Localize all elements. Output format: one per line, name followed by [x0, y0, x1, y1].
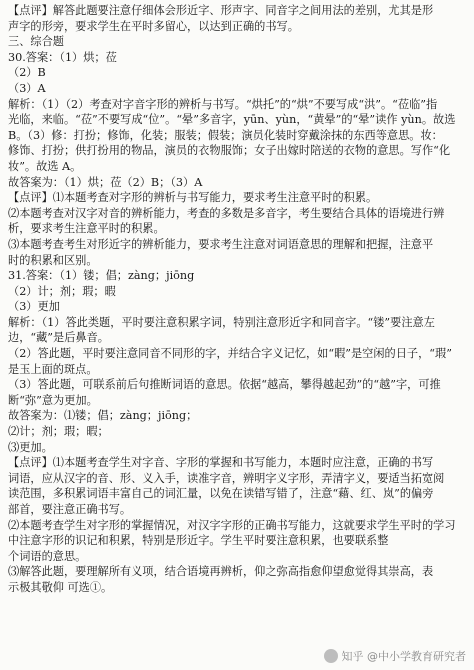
answer-text-body [8, 3, 466, 596]
text-line: （3）A [8, 81, 46, 95]
text-line: （3）更加 [8, 300, 60, 314]
text-line: 示极其敬仰 可选①。 [8, 580, 113, 594]
text-line: （2）答此题，平时要注意同音不同形的字，并结合字义记忆，如“暇”是空闲的日子，“瑕” [8, 347, 452, 361]
text-line: 断“弥”意为更加。 [8, 393, 98, 407]
text-line: 个词语的意思。 [8, 549, 87, 563]
text-line: 故答案为：（1）烘；莅（2）B；（3）A [8, 175, 203, 189]
text-line: 解析：（1）（2）考查对字音字形的辨析与书写。“烘托”的“烘”不要写成“洪”。“莅临”指 [8, 97, 438, 111]
text-line: 边，“藏”是后鼻音。 [8, 331, 109, 345]
text-line: （3）答此题，可联系前后句推断词语的意思。依据“越高，攀得越起劲”的“越”字，可推 [8, 378, 441, 392]
text-line: 声字的形旁，要求学生在平时多留心，以达到正确的书写。 [8, 19, 299, 33]
zhihu-logo-icon [324, 649, 338, 663]
text-line: ⑵本题考查对汉字对音的辨析能力，考查的多数是多音字，考生要结合具体的语境进行辨 [8, 206, 445, 220]
text-line: ⑵计；剂；瑕；暇； [8, 425, 109, 439]
text-line: ⑵本题考查学生对字形的掌握情况，对汉字字形的正确书写能力，这就要求学生平时的学习 [8, 518, 456, 532]
watermark [324, 648, 467, 664]
text-line: 【点评】解答此题要注意仔细体会形近字、形声字、同音字之间用法的差别，尤其是形 [8, 4, 434, 17]
text-line: 修饰、打扮；供打扮用的物品，演员的衣物服饰；女子出嫁时陪送的衣物的意思。写作“化 [8, 144, 451, 158]
text-line: 中注意字形的识记和积累，特别是形近字。学生平时要注意积累，也要联系整 [8, 534, 389, 548]
text-line: 30.答案：（1）烘；莅 [8, 50, 117, 64]
text-line: ⑶本题考查考生对形近字的辨析能力，要求考生注意对词语意思的理解和把握，注意平 [8, 237, 434, 251]
text-line: ⑶更加。 [8, 440, 53, 454]
text-line: 是玉上面的斑点。 [8, 362, 98, 376]
text-line: B。（3）修：打扮；修饰，化装；服装；假装；演员化装时穿戴涂抹的东西等意思。妆： [8, 128, 443, 142]
text-line: 解析：（1）答此类题，平时要注意积累字词，特别注意形近字和同音字。“镂”要注意左 [8, 315, 435, 329]
text-line: （2）计；剂；瑕；暇 [8, 284, 116, 298]
text-line: 词语，应从汉字的音、形、义入手，读准字音，辨明字义字形，弄清字义，要适当拓宽阅 [8, 471, 445, 485]
text-line: 析，要求考生注意平时的积累。 [8, 222, 165, 236]
text-line: 【点评】⑴本题考查对字形的辨析与书写能力，要求考生注意平时的积累。 [8, 191, 378, 205]
text-line: 【点评】⑴本题考查学生对字音、字形的掌握和书写能力，本题时应注意，正确的书写 [8, 456, 434, 470]
text-line: 故答案为：⑴镂；倡；zàng；jiōng； [8, 409, 198, 423]
text-line: 时的积累和区别。 [8, 253, 98, 267]
text-line: 妆”。故选 A。 [8, 159, 82, 173]
watermark-text: 知乎 @中小学教育研究者 [341, 650, 466, 663]
text-line: 读范围，多积累词语丰富自己的词汇量，以免在读错写错了，注意“藉、红、岚”的偏旁 [8, 487, 434, 501]
text-line: 三、综合题 [8, 35, 64, 49]
text-line: （2）B [8, 66, 46, 80]
text-line: 31.答案：（1）镂；倡；zàng；jiōng [8, 269, 195, 283]
text-line: 部首，要注意正确书写。 [8, 503, 132, 516]
text-line: 光临，来临。“莅”不要写成“位”。“晕”多音字，yūn、yùn，“黄晕”的“晕”读作 yùn。故选 [8, 113, 456, 127]
text-line: ⑶解答此题，要理解所有义项，结合语境再辨析，仰之弥高指愈仰望愈觉得其崇高，表 [8, 565, 434, 579]
